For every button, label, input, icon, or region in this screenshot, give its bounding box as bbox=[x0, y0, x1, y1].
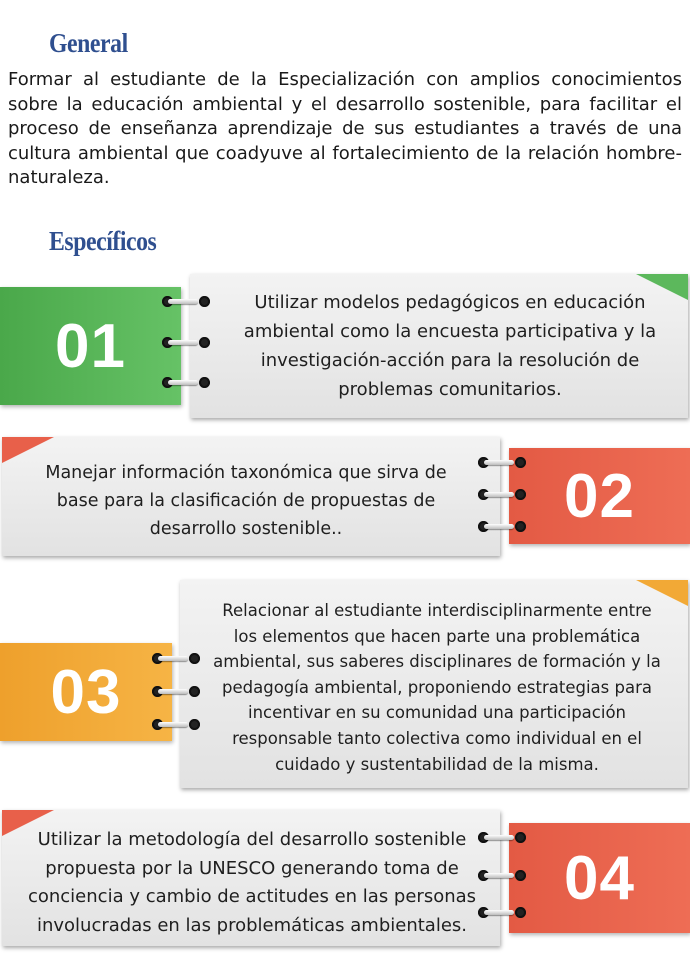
binder-ring bbox=[478, 907, 530, 919]
objective-text bbox=[220, 288, 680, 404]
text-line: Manejar información taxonómica que sirva de bbox=[45, 463, 447, 483]
text-line: propuesta por la UNESCO generando toma de bbox=[45, 857, 459, 879]
text-line: los elementos que hacen parte una problemática bbox=[233, 626, 641, 646]
objective-card-03 bbox=[180, 580, 688, 788]
binder-ring bbox=[478, 521, 530, 533]
text-line: base para la clasificación de propuestas de bbox=[56, 491, 436, 511]
text-line: cuidado y sustentabilidad de la misma. bbox=[275, 754, 599, 774]
objective-text bbox=[12, 826, 492, 940]
text-line: involucradas en las problemáticas ambientales. bbox=[36, 914, 468, 936]
binder-ring bbox=[478, 870, 530, 882]
objective-card-02 bbox=[2, 437, 500, 556]
text-line: responsable tanto colectiva como individual en el bbox=[232, 728, 642, 748]
binder-ring bbox=[478, 457, 530, 469]
text-line: incentivar en su comunidad una participación bbox=[247, 703, 627, 723]
text-line: Utilizar modelos pedagógicos en educación bbox=[254, 292, 646, 313]
text-line: ambiental, sus saberes disciplinares de formación y la bbox=[213, 652, 661, 672]
binder-ring bbox=[152, 719, 204, 731]
general-paragraph: Formar al estudiante de la Especialización con amplios conocimientos sobre la educación ambiental y el desarrollo sostenible, para facilitar el proceso de enseñanza aprendizaje de sus estudiantes a través de una cultura ambiental que coadyuve al fortalecimiento de la relación hombre-naturaleza. bbox=[8, 69, 682, 188]
text-line: problemas comunitarios. bbox=[338, 379, 562, 400]
binder-ring bbox=[152, 653, 204, 665]
objective-text bbox=[16, 459, 476, 543]
text-line: Relacionar al estudiante interdisciplinarmente entre bbox=[222, 601, 652, 620]
number-badge-04: 04 bbox=[509, 823, 690, 933]
text-line: Utilizar la metodología del desarrollo sostenible bbox=[37, 829, 467, 850]
binder-ring bbox=[162, 296, 214, 308]
general-heading: General bbox=[49, 28, 128, 58]
number-badge-01: 01 bbox=[0, 287, 181, 405]
text-line: investigación-acción para la resolución de bbox=[260, 350, 640, 371]
number-badge-03: 03 bbox=[0, 643, 172, 741]
text-line: desarrollo sostenible.. bbox=[149, 519, 343, 539]
binder-ring bbox=[478, 832, 530, 844]
objective-card-01 bbox=[190, 274, 688, 418]
binder-ring bbox=[478, 489, 530, 501]
text-line: ambiental como la encuesta participativa y la bbox=[243, 321, 657, 342]
text-line: conciencia y cambio de actitudes en las personas bbox=[27, 886, 477, 907]
objective-card-04 bbox=[2, 810, 500, 946]
text-line: pedagogía ambiental, proponiendo estrategias para bbox=[222, 677, 652, 697]
objective-text bbox=[202, 598, 672, 777]
especificos-heading: Específicos bbox=[49, 226, 157, 256]
binder-ring bbox=[152, 686, 204, 698]
number-badge-02: 02 bbox=[509, 448, 690, 544]
binder-ring bbox=[162, 377, 214, 389]
binder-ring bbox=[162, 337, 214, 349]
